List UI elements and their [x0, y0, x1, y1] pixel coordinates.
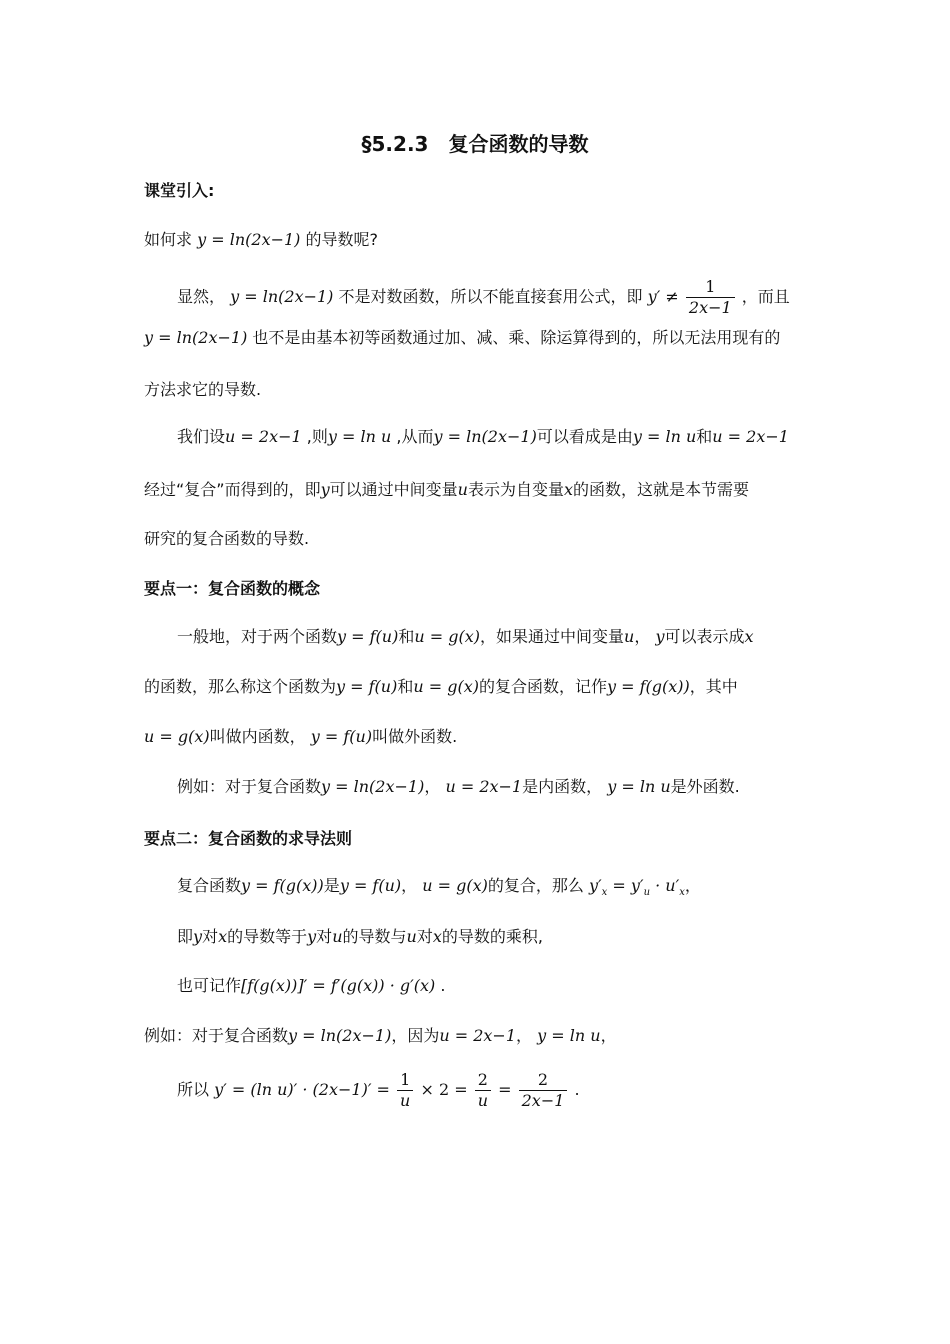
intro-paragraph-3: 方法求它的导数. — [144, 380, 262, 399]
math-expression: u = 2x−1 — [225, 427, 302, 446]
section-heading-point2: 要点二：复合函数的求导法则 — [144, 829, 353, 848]
point2-example: 例如：对于复合函数y = ln(2x−1)，因为u = 2x−1， y = ln u， — [144, 1026, 617, 1045]
math-expression: y′ = (ln u)′ · (2x−1)′ = — [214, 1080, 390, 1099]
point1-line-1: 一般地，对于两个函数y = f(u)和u = g(x)，如果通过中间变量u， y可以表示成x — [177, 627, 754, 646]
math-expression: y = f(u) — [336, 677, 398, 696]
section-heading-point1: 要点一：复合函数的概念 — [144, 579, 321, 598]
math-expression: y = ln u — [537, 1026, 601, 1045]
math-expression: u = 2x−1 — [712, 427, 789, 446]
math-expression: y = f(g(x)) — [607, 677, 690, 696]
math-expression: u = g(x) — [422, 876, 488, 895]
math-expression: y = ln(2x−1) — [230, 287, 334, 306]
math-expression: y = ln u — [632, 427, 697, 446]
chain-rule-expression: $y'_x = y'_u \cdot u'_x$ — [589, 876, 685, 899]
math-expression: y = f(u) — [339, 876, 402, 895]
page-title: §5.2.3 复合函数的导数 — [361, 132, 589, 156]
math-expression: y = ln(2x−1) — [144, 328, 248, 347]
math-expression: × 2 = — [420, 1080, 468, 1099]
intro-paragraph-6: 研究的复合函数的导数. — [144, 529, 310, 548]
section-heading-intro: 课堂引入: — [144, 181, 215, 200]
math-expression: = — [498, 1080, 512, 1099]
math-expression: u = g(x) — [414, 627, 480, 646]
math-expression: y′ ≠ — [647, 287, 679, 306]
math-expression: u = g(x) — [413, 677, 479, 696]
point1-example: 例如：对于复合函数y = ln(2x−1)， u = 2x−1是内函数， y = ln u是外函数. — [177, 777, 740, 796]
math-expression: y = f(u) — [310, 727, 373, 746]
math-expression: y = ln u — [327, 427, 392, 446]
point2-line-3: 也可记作[f(g(x))]′ = f′(g(x)) · g′(x) . — [177, 976, 446, 995]
intro-paragraph-1: 显然， y = ln(2x−1) 不是对数函数，所以不能直接套用公式，即 y′ ≠ $\frac{1}{2x-1}$ ，而且 — [177, 277, 790, 317]
fraction: $\frac{1}{u}$ — [397, 1070, 413, 1111]
intro-question: 如何求 y = ln(2x−1) 的导数呢? — [144, 230, 379, 249]
fraction: $\frac{1}{2x-1}$ — [686, 277, 735, 318]
math-expression: y = ln(2x−1) — [321, 777, 425, 796]
math-expression: u = 2x−1 — [445, 777, 523, 796]
point1-line-3: u = g(x)叫做内函数， y = f(u)叫做外函数. — [144, 727, 458, 746]
math-expression: y = ln(2x−1) — [197, 230, 301, 249]
math-expression: [f(g(x))]′ = f′(g(x)) · g′(x) — [241, 976, 436, 995]
intro-paragraph-4: 我们设u = 2x−1 ,则y = ln u ,从而y = ln(2x−1)可以看成是由y = ln u和u = 2x−1 — [177, 427, 789, 446]
fraction: $\frac{2}{u}$ — [475, 1070, 491, 1111]
intro-paragraph-2: y = ln(2x−1) 也不是由基本初等函数通过加、减、乘、除运算得到的，所以无法用现有的 — [144, 328, 781, 347]
math-expression: y = ln(2x−1) — [433, 427, 537, 446]
math-expression: y = f(g(x)) — [241, 876, 324, 895]
intro-paragraph-5: 经过“复合”而得到的，即y可以通过中间变量u表示为自变量x的函数，这就是本节需要 — [144, 480, 750, 499]
math-expression: y = ln u — [607, 777, 671, 796]
point2-result: 所以 y′ = (ln u)′ · (2x−1)′ = $\frac{1}{u}$ × 2 = $\frac{2}{u}$ = $\frac{2}{2x-1}$ . — [177, 1070, 580, 1110]
point1-line-2: 的函数，那么称这个函数为y = f(u)和u = g(x)的复合函数，记作y = f(g(x))，其中 — [144, 677, 738, 696]
math-expression: u = 2x−1 — [439, 1026, 517, 1045]
point2-line-1: 复合函数y = f(g(x))是y = f(u)， u = g(x)的复合，那么 $y'_x = y'_u \cdot u'_x$， — [177, 876, 701, 899]
point2-line-2: 即y对x的导数等于y对u的导数与u对x的导数的乘积, — [177, 927, 543, 946]
math-expression: u = g(x) — [144, 727, 210, 746]
math-expression: y = f(u) — [337, 627, 399, 646]
math-expression: y = ln(2x−1) — [288, 1026, 392, 1045]
fraction: $\frac{2}{2x-1}$ — [519, 1070, 568, 1111]
